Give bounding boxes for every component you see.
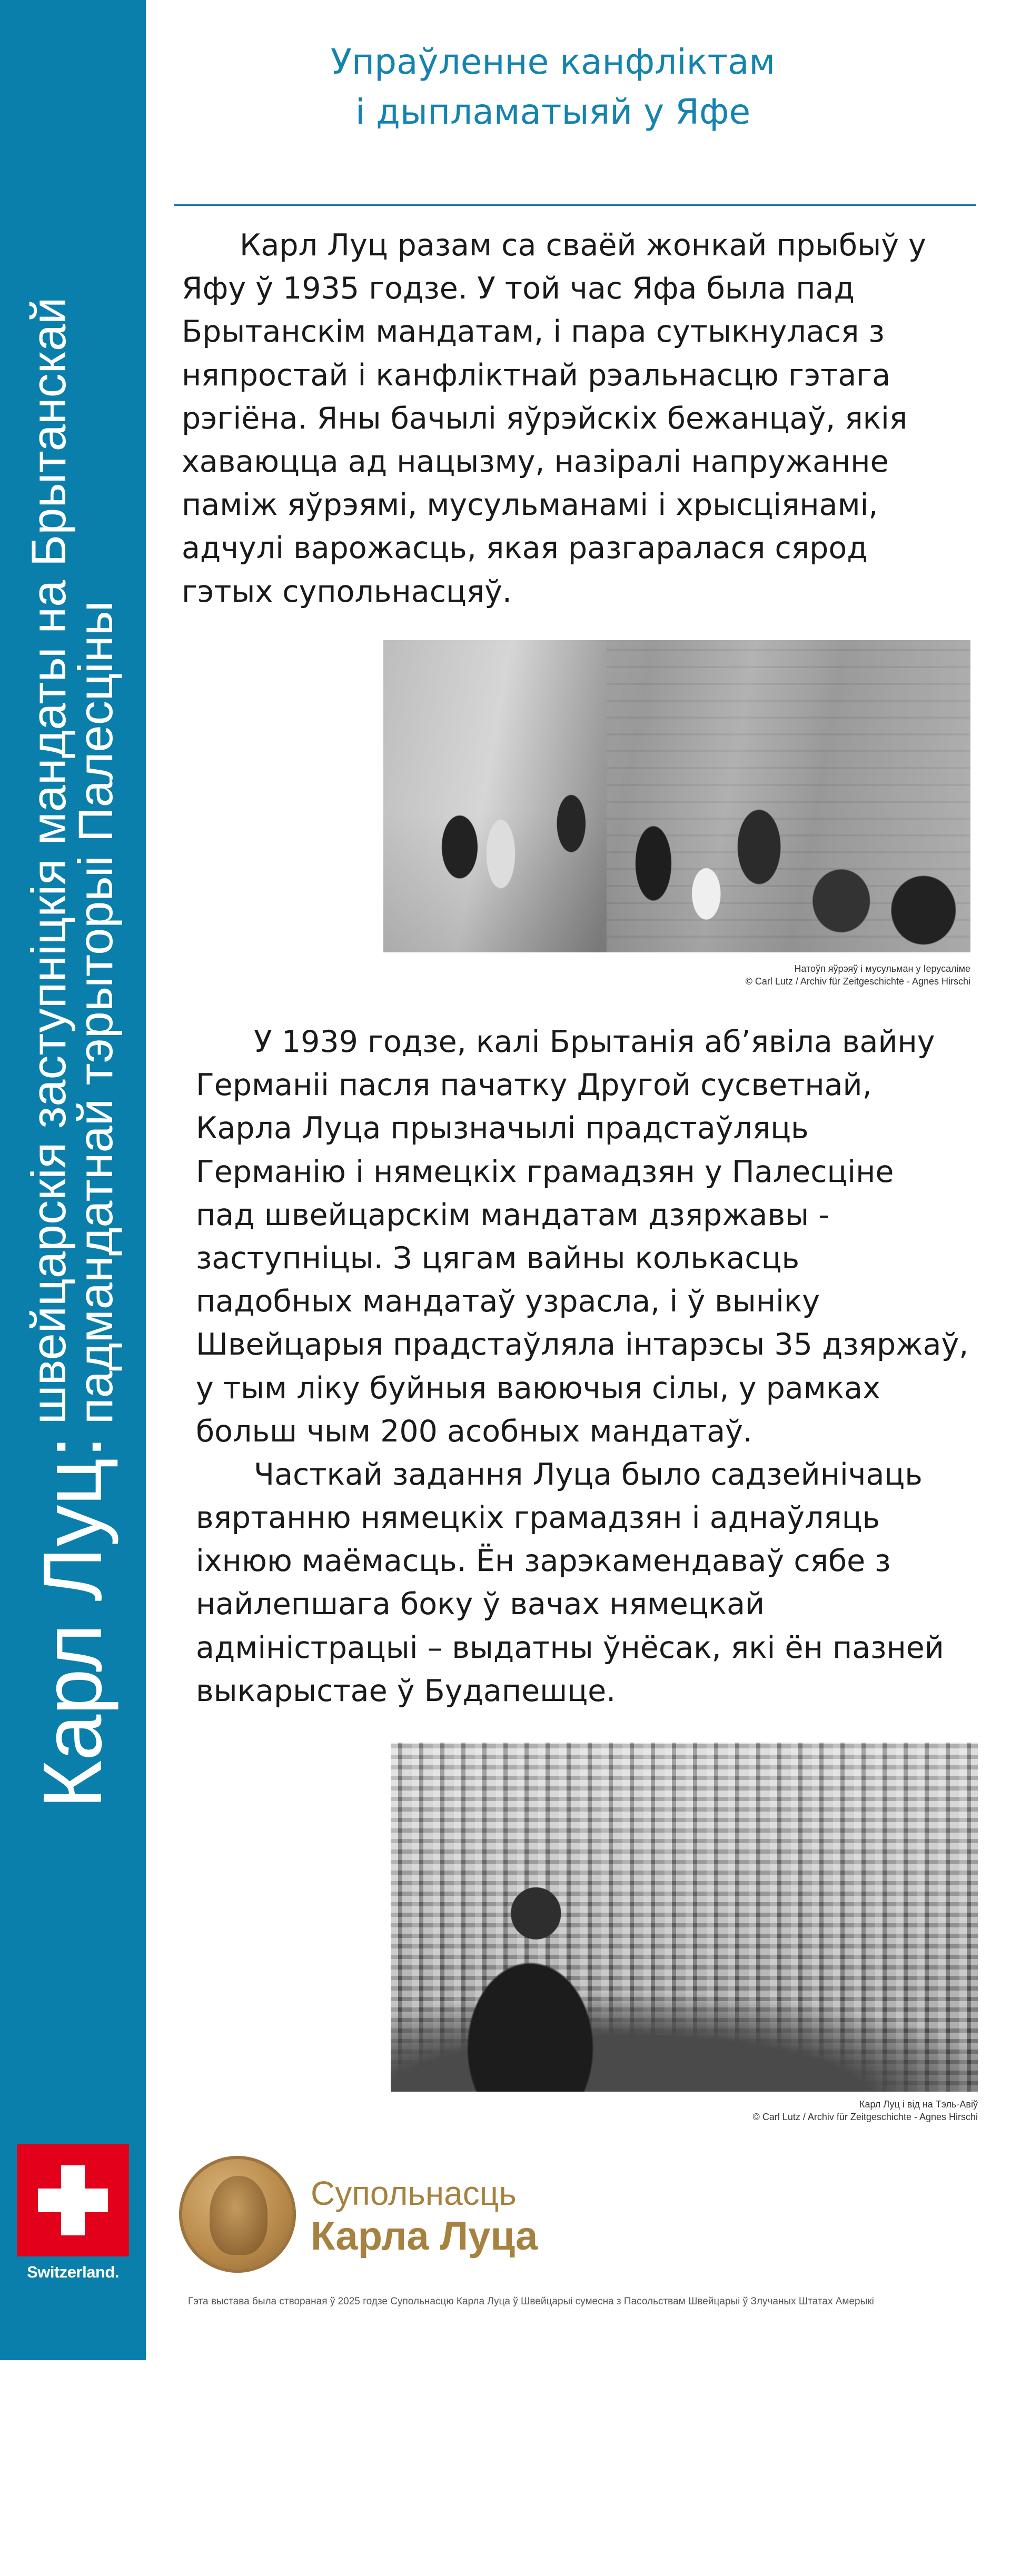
text-line: гэтых супольнасцяў. xyxy=(182,574,512,609)
text-line: больш чым 200 асобных мандатаў. xyxy=(196,1414,752,1449)
text-line: Яфу ў 1935 годзе. У той час Яфа была пад xyxy=(182,271,855,306)
photo2-caption-credit: © Carl Lutz / Archiv für Zeitgeschichte - Agnes Hirschi xyxy=(752,2112,978,2123)
text-line: няпростай і канфліктнай рэальнасцю гэтага xyxy=(182,357,891,393)
vertical-title xyxy=(22,297,123,1809)
intro-paragraph xyxy=(182,224,926,613)
photo1-caption-title: Натоўп яўрэяў і мусульман у Іерусаліме xyxy=(794,963,970,974)
page-title-line2: і дыпламатыяй у Яфе xyxy=(355,92,751,133)
jerusalem-crowd-photo xyxy=(383,640,970,952)
switzerland-logo xyxy=(17,2144,129,2282)
text-line: Брытанскім мандатам, і пара сутыкнулася з xyxy=(182,314,885,350)
photo2-caption-title: Карл Луц і від на Тэль-Авіў xyxy=(859,2099,978,2110)
text-line: Швейцарыя прадстаўляла інтарэсы 35 дзяржаў, xyxy=(196,1327,969,1362)
text-line: адчулі варожасць, якая разгаралася сярод xyxy=(182,531,868,566)
logo-line1: Супольнасць xyxy=(311,2174,517,2212)
mandates-paragraph xyxy=(196,1020,968,1713)
text-line: Карла Луца прызначылі прадстаўляць xyxy=(196,1111,809,1146)
text-line: найлепшага боку ў вачах нямецкай xyxy=(196,1587,765,1622)
text-line: Германіі пасля пачатку Другой сусветнай, xyxy=(196,1068,872,1103)
text-line: заступніцы. З цягам вайны колькасць xyxy=(196,1240,800,1276)
text-line: падобных мандатаў узрасла, і ў выніку xyxy=(196,1284,820,1319)
text-line: пад швейцарскім мандатам дзяржавы - xyxy=(196,1197,829,1232)
vertical-title-line1: швейцарскія заступніцкія мандаты на Брытанскай xyxy=(22,297,76,1425)
tel-aviv-view-photo xyxy=(391,1743,978,2092)
text-line: У 1939 годзе, калі Брытанія аб’явіла вайну xyxy=(254,1025,935,1059)
photo2-caption xyxy=(587,2098,978,2124)
text-line: Германію і нямецкіх грамадзян у Палесціне xyxy=(196,1154,894,1189)
text-line: паміж яўрэямі, мусульманамі і хрысціянамі, xyxy=(182,488,878,523)
text-line: Карл Луц разам са сваёй жонкай прыбыў у xyxy=(240,228,926,263)
swiss-flag-icon xyxy=(17,2144,129,2256)
text-line: у тым ліку буйныя ваюючыя сілы, у рамках xyxy=(196,1370,880,1406)
logo-line2: Карла Луца xyxy=(311,2213,538,2259)
text-line: іхнюю маёмасць. Ён зарэкамендаваў сябе з xyxy=(196,1544,891,1579)
page-title xyxy=(174,37,932,137)
switzerland-label: Switzerland. xyxy=(27,2263,119,2281)
page-title-line1: Упраўленне канфліктам xyxy=(330,42,776,82)
carl-lutz-society-logo xyxy=(311,2174,538,2259)
photo1-caption-credit: © Carl Lutz / Archiv für Zeitgeschichte - Agnes Hirschi xyxy=(745,976,970,987)
vertical-title-main: Карл Луц: xyxy=(26,1436,119,1809)
vertical-title-line2: падмандатнай тэрыторыі Палесціны xyxy=(69,601,123,1425)
text-line: Часткай задання Луца было садзейнічаць xyxy=(254,1457,923,1492)
text-line: адміністрацыі – выдатны ўнёсак, які ён пазней xyxy=(196,1630,944,1665)
text-line: выкарыстае ў Будапешце. xyxy=(196,1673,616,1708)
text-line: вяртанню нямецкіх грамадзян і аднаўляць xyxy=(196,1500,880,1536)
text-line: рэгіёна. Яны бачылі яўрэйскіх бежанцаў, якія xyxy=(182,401,908,436)
footer-credit: Гэта выстава была створаная ў 2025 годзе Супольнасцю Карла Луца ў Швейцарыі сумесна з Пасольствам Швейцарыі ў Злучаных Штатах Амерыкі xyxy=(188,2296,874,2307)
photo1-caption xyxy=(579,962,970,988)
sidebar-band xyxy=(0,0,146,2360)
carl-lutz-medal-icon xyxy=(179,2156,296,2273)
text-line: хаваюцца ад нацызму, назіралі напружанне xyxy=(182,444,889,479)
title-divider xyxy=(174,204,976,206)
